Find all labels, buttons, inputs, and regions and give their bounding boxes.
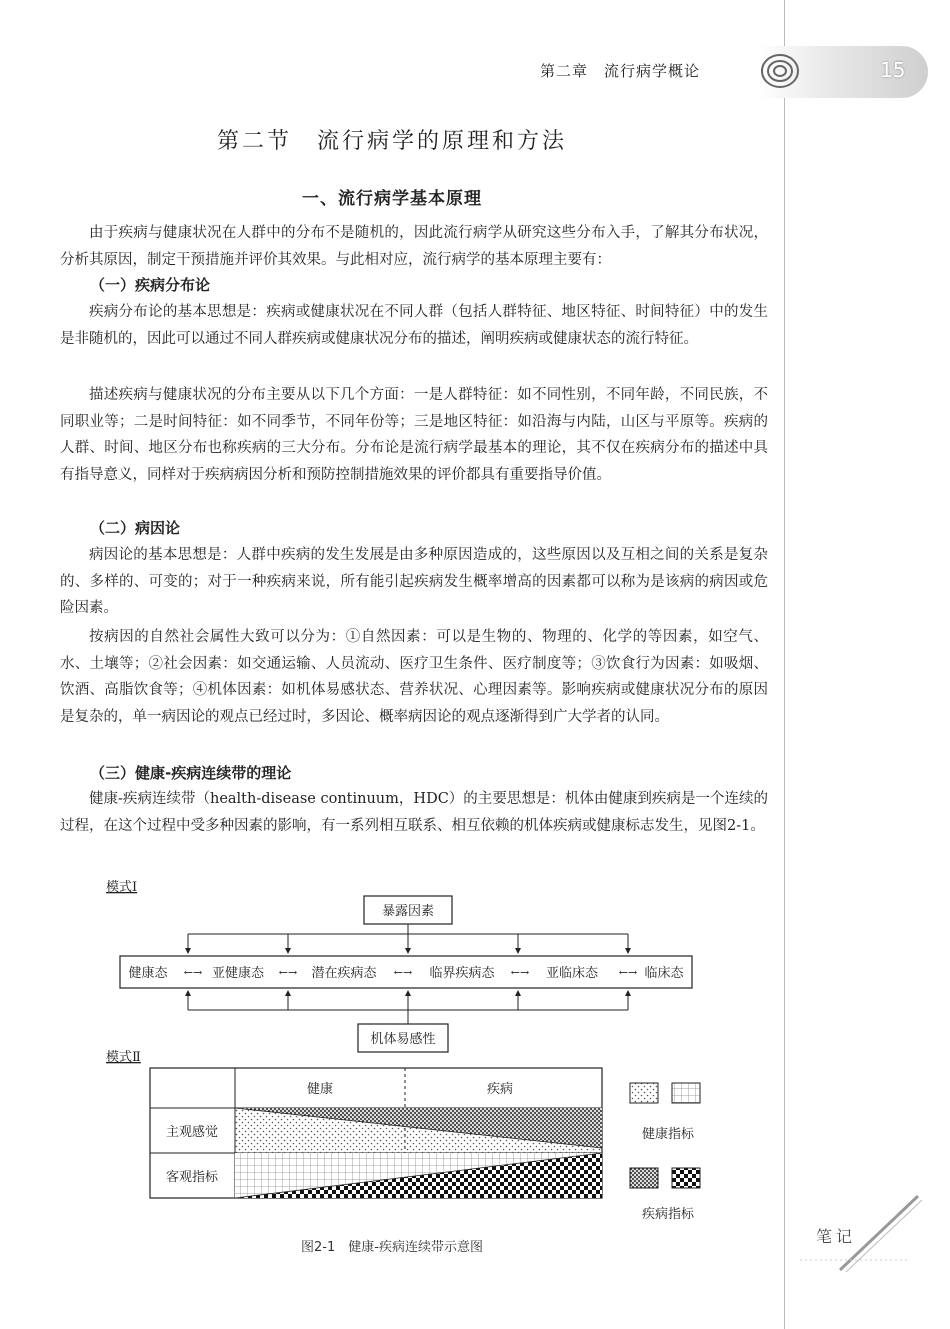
state-latent: 潜在疾病态 [311, 966, 377, 981]
svg-text:←→: ←→ [278, 966, 298, 979]
page-number: 15 [880, 58, 906, 82]
hdc-paragraph: 健康-疾病连续带（health-disease continuum，HDC）的主要思想是：机体由健康到疾病是一个连续的过程，在这个过程中受多种因素的影响，有一系列相互联系、相互依赖的机体疾病或健康标志发生，见图2-1。 [60, 791, 768, 834]
svg-text:←→: ←→ [393, 966, 413, 979]
legend-disease-subjective-swatch [630, 1168, 658, 1188]
state-subhealthy: 亚健康态 [211, 966, 265, 981]
spiral-logo-icon [758, 48, 802, 94]
etiology-paragraph-1: 病因论的基本思想是：人群中疾病的发生发展是由多种原因造成的，这些原因以及互相之间的关系是复杂的、多样的、可变的；对于一种疾病来说，所有能引起疾病发生概率增高的因素都可以称为是该病的病因或危险因素。 [60, 547, 768, 617]
mode1-label: 模式Ⅰ [106, 880, 138, 895]
row-subjective-label: 主观感觉 [165, 1125, 219, 1140]
heading-hdc: （三）健康-疾病连续带的理论 [90, 764, 292, 782]
subsection-title: 一、流行病学基本原理 [302, 189, 482, 209]
mode2-label: 模式Ⅱ [106, 1050, 141, 1065]
chapter-header: 第二章 流行病学概论 [540, 62, 701, 80]
svg-text:←→: ←→ [183, 966, 203, 979]
state-clinical: 临床态 [644, 966, 684, 981]
legend-disease-objective-swatch [672, 1168, 700, 1188]
notes-label: 笔记 [816, 1227, 857, 1246]
hdc-figure [100, 878, 720, 1228]
intro-paragraph: 由于疾病与健康状况在人群中的分布不是随机的，因此流行病学从研究这些分布入手，了解其分布状况，分析其原因，制定干预措施并评价其效果。与此相对应，流行病学的基本原理主要有： [60, 225, 768, 268]
legend-disease-label: 疾病指标 [641, 1207, 695, 1222]
etiology-paragraph-2: 按病因的自然社会属性大致可以分为：①自然因素：可以是生物的、物理的、化学的等因素，如空气、水、土壤等；②社会因素：如交通运输、人员流动、医疗卫生条件、医疗制度等；③饮食行为因素：如吸烟、饮酒、高脂饮食等；④机体因素：如机体易感状态、营养状况、心理因素等。影响疾病或健康状况分布的原因是复杂的，单一病因论的观点已经过时，多因论、概率病因论的观点逐渐得到广大学者的认同。 [60, 629, 768, 726]
state-critical: 临界疾病态 [429, 966, 495, 981]
state-healthy: 健康态 [128, 966, 168, 981]
heading-etiology: （二）病因论 [90, 519, 181, 537]
figure-caption: 图2-1 健康-疾病连续带示意图 [301, 1240, 483, 1255]
legend-health-subjective-swatch [630, 1083, 658, 1103]
row-objective-label: 客观指标 [165, 1170, 219, 1185]
state-subclinical: 亚临床态 [545, 966, 599, 981]
heading-distribution: （一）疾病分布论 [90, 276, 211, 294]
svg-text:←→: ←→ [618, 966, 638, 979]
distribution-paragraph-1: 疾病分布论的基本思想是：疾病或健康状况在不同人群（包括人群特征、地区特征、时间特征）中的发生是非随机的，因此可以通过不同人群疾病或健康状况分布的描述，阐明疾病或健康状态的流行特征。 [60, 304, 768, 347]
section-title: 第二节 流行病学的原理和方法 [216, 129, 567, 154]
legend-health-objective-swatch [672, 1083, 700, 1103]
page-margin-line [784, 0, 785, 1329]
legend-health-label: 健康指标 [641, 1127, 695, 1142]
col-disease-label: 疾病 [486, 1082, 514, 1097]
exposure-label: 暴露因素 [381, 904, 435, 919]
distribution-paragraph-2: 描述疾病与健康状况的分布主要从以下几个方面：一是人群特征：如不同性别，不同年龄，不同民族，不同职业等；二是时间特征：如不同季节，不同年份等；三是地区特征：如沿海与内陆，山区与平原等。疾病的人群、时间、地区分布也称疾病的三大分布。分布论是流行病学最基本的理论，其不仅在疾病分布的描述中具有指导意义，同样对于疾病病因分析和预防控制措施效果的评价都具有重要指导价值。 [60, 387, 768, 484]
svg-text:←→: ←→ [510, 966, 530, 979]
susceptibility-label: 机体易感性 [370, 1032, 436, 1047]
col-health-label: 健康 [306, 1082, 334, 1097]
